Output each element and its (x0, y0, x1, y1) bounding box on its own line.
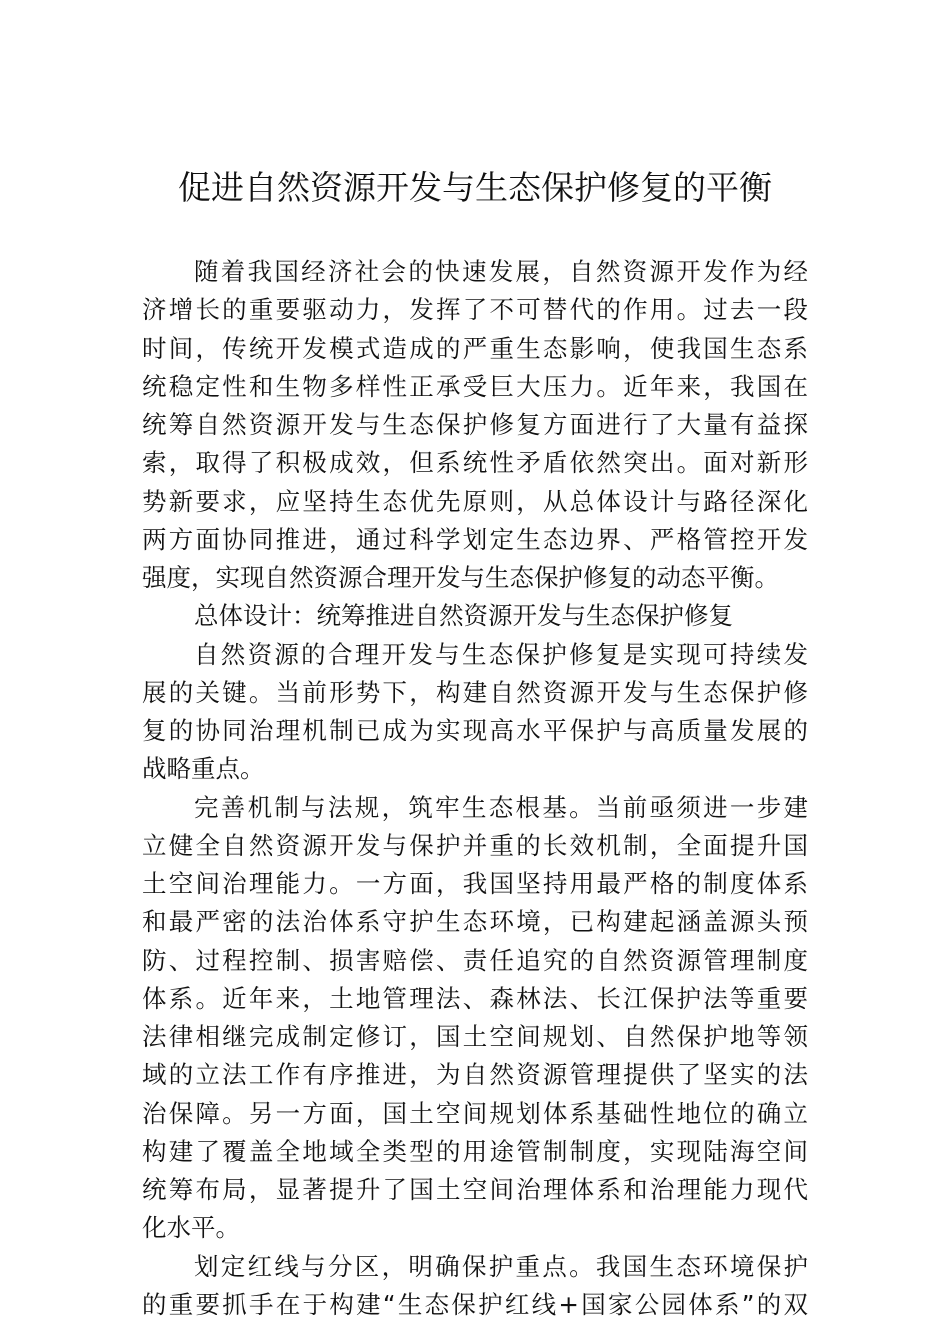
text-line: 划定红线与分区，明确保护重点。我国生态环境保护 (194, 1251, 808, 1281)
text-line: 两方面协同推进，通过科学划定生态边界、严格管控开发 (142, 524, 808, 554)
document-title: 促进自然资源开发与生态保护修复的平衡 (178, 168, 772, 207)
text-line: 完善机制与法规，筑牢生态根基。当前亟须进一步建 (194, 792, 808, 822)
text-line: 随着我国经济社会的快速发展，自然资源开发作为经 (194, 257, 808, 286)
text-line: 统筹自然资源开发与生态保护修复方面进行了大量有益探 (142, 410, 808, 439)
text-line: 治保障。另一方面，国土空间规划体系基础性地位的确立 (142, 1098, 808, 1128)
text-line: 域的立法工作有序推进，为自然资源管理提供了坚实的法 (142, 1060, 808, 1090)
text-line: 自然资源的合理开发与生态保护修复是实现可持续发 (194, 639, 808, 669)
text-line: 时间，传统开发模式造成的严重生态影响，使我国生态系 (142, 333, 808, 363)
text-line: 强度，实现自然资源合理开发与生态保护修复的动态平衡。 (142, 563, 779, 592)
text-line: 展的关键。当前形势下，构建自然资源开发与生态保护修 (142, 677, 808, 707)
text-line: 立健全自然资源开发与保护并重的长效机制，全面提升国 (142, 830, 808, 860)
text-line: 复的协同治理机制已成为实现高水平保护与高质量发展的 (142, 716, 808, 745)
text-line: 化水平。 (142, 1213, 240, 1243)
text-line: 的重要抓手在于构建“生态保护红线+国家公园体系”的双 (142, 1289, 808, 1319)
text-line: 构建了覆盖全地域全类型的用途管制制度，实现陆海空间 (142, 1136, 808, 1166)
text-line: 防、过程控制、损害赔偿、责任追究的自然资源管理制度 (142, 945, 808, 975)
document-body (142, 253, 808, 1324)
text-line: 索，取得了积极成效，但系统性矛盾依然突出。面对新形 (142, 448, 808, 478)
text-line: 济增长的重要驱动力，发挥了不可替代的作用。过去一段 (142, 295, 808, 325)
text-line: 势新要求，应坚持生态优先原则，从总体设计与路径深化 (142, 486, 808, 516)
text-line: 战略重点。 (142, 754, 265, 784)
text-line: 总体设计：统筹推进自然资源开发与生态保护修复 (194, 601, 733, 631)
text-line: 体系。近年来，土地管理法、森林法、长江保护法等重要 (142, 983, 808, 1013)
text-line: 法律相继完成制定修订，国土空间规划、自然保护地等领 (142, 1022, 808, 1051)
text-line: 土空间治理能力。一方面，我国坚持用最严格的制度体系 (142, 869, 808, 898)
text-line: 统稳定性和生物多样性正承受巨大压力。近年来，我国在 (142, 371, 808, 401)
text-line: 和最严密的法治体系守护生态环境，已构建起涵盖源头预 (142, 907, 808, 937)
text-line: 统筹布局，显著提升了国土空间治理体系和治理能力现代 (142, 1175, 808, 1204)
